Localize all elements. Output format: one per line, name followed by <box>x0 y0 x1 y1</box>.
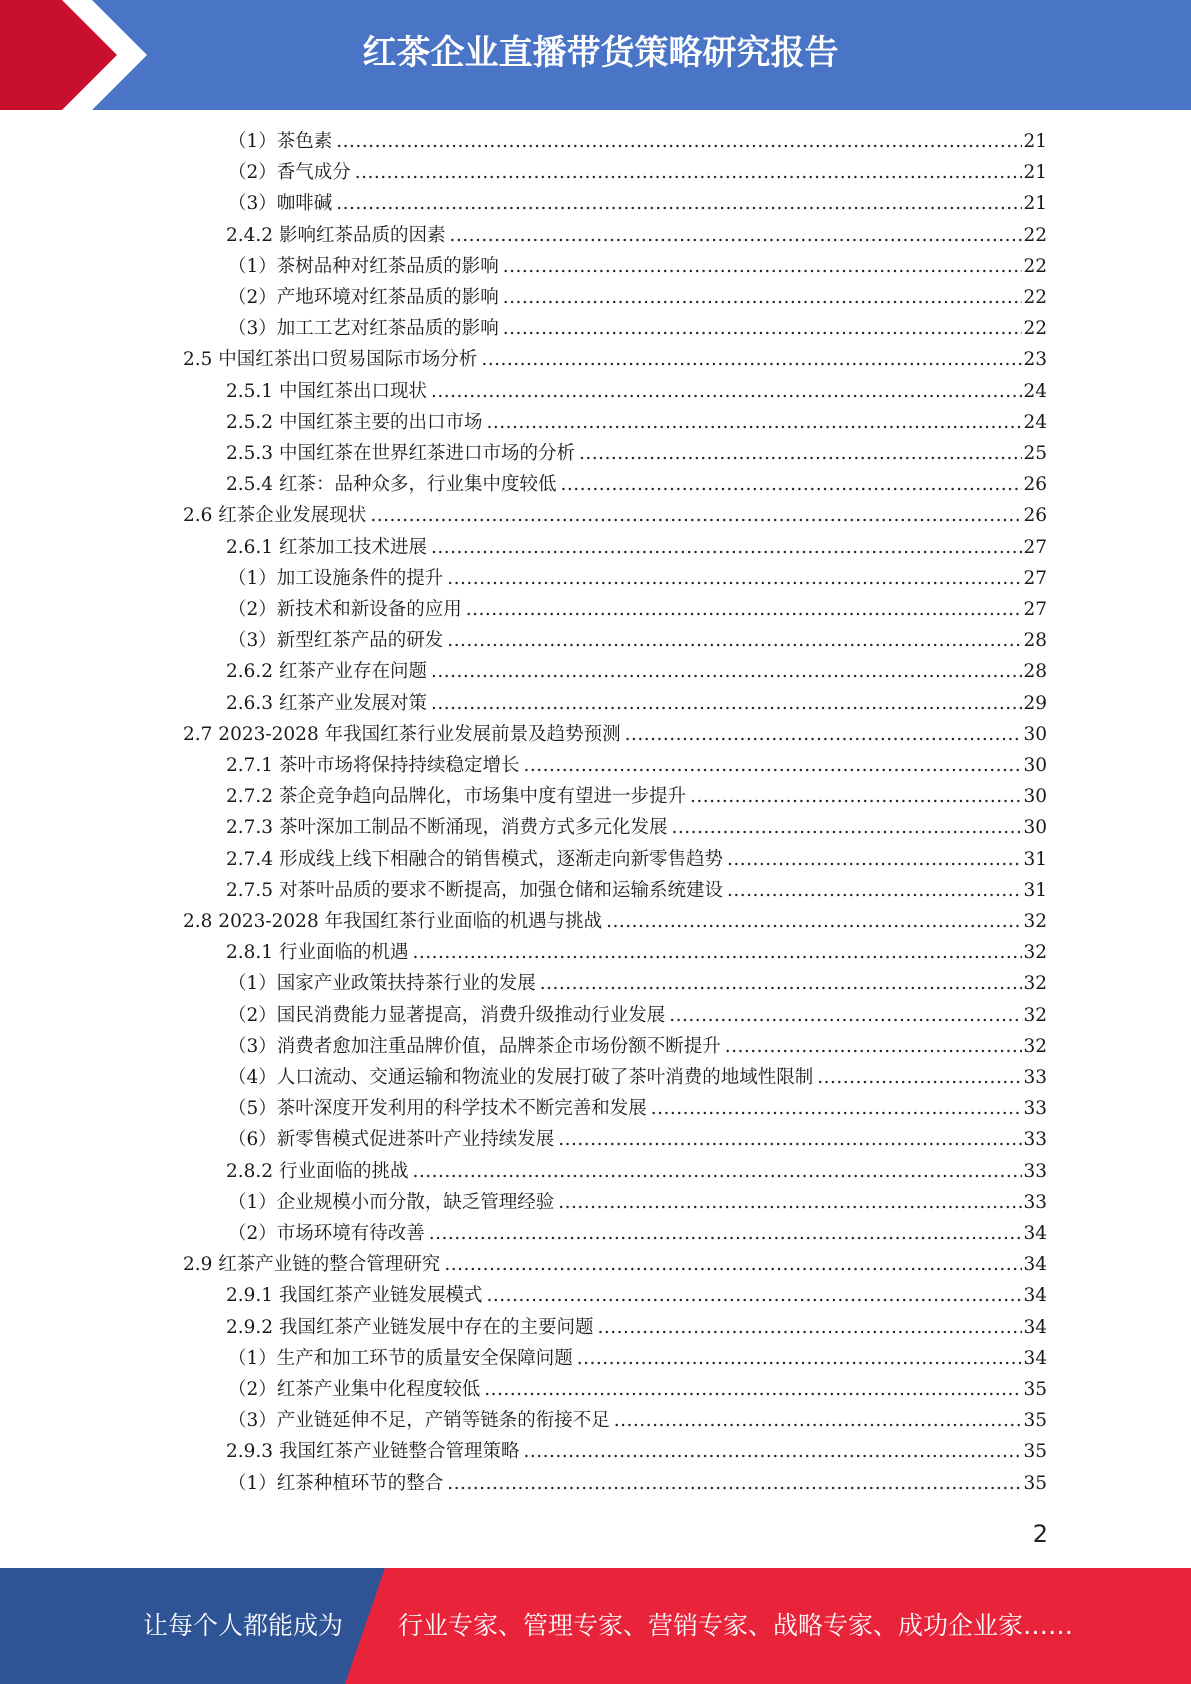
toc-entry-page: 32 <box>1023 1004 1047 1026</box>
toc-entry[interactable] <box>228 595 1047 626</box>
toc-entry[interactable] <box>228 283 1047 314</box>
toc-entry[interactable] <box>226 938 1047 969</box>
toc-leader-dots <box>431 381 1022 402</box>
toc-entry-page: 21 <box>1023 162 1047 184</box>
toc-entry-title: （1）生产和加工环节的质量安全保障问题 <box>228 1347 573 1369</box>
toc-entry-title: （1）国家产业政策扶持茶行业的发展 <box>228 973 536 995</box>
toc-entry-page: 31 <box>1023 879 1047 901</box>
toc-entry-page: 34 <box>1023 1316 1047 1338</box>
toc-entry-title: 2.5.2 中国红茶主要的出口市场 <box>226 411 483 433</box>
toc-entry-title: 2.7.3 茶叶深加工制品不断涌现，消费方式多元化发展 <box>226 817 668 839</box>
toc-entry-title: 2.7.2 茶企竞争趋向品牌化，市场集中度有望进一步提升 <box>226 786 686 808</box>
toc-entry-title: 2.5 中国红茶出口贸易国际市场分析 <box>183 349 478 371</box>
toc-entry-page: 35 <box>1023 1441 1047 1463</box>
toc-entry-title: 2.5.1 中国红茶出口现状 <box>226 380 427 402</box>
toc-entry[interactable] <box>228 1094 1047 1125</box>
toc-entry-title: （3）咖啡碱 <box>228 193 333 215</box>
toc-entry[interactable] <box>228 158 1047 189</box>
toc-entry[interactable] <box>183 345 1047 376</box>
toc-entry-title: （1）企业规模小而分散，缺乏管理经验 <box>228 1191 555 1213</box>
toc-entry[interactable] <box>228 1188 1047 1219</box>
toc-entry-title: 2.6 红茶企业发展现状 <box>183 505 367 527</box>
toc-entry[interactable] <box>226 876 1047 907</box>
toc-entry-title: 2.9.3 我国红茶产业链整合管理策略 <box>226 1441 520 1463</box>
toc-entry[interactable] <box>226 751 1047 782</box>
toc-entry-page: 33 <box>1023 1129 1047 1151</box>
toc-entry[interactable] <box>228 1001 1047 1032</box>
toc-entry-page: 32 <box>1023 1035 1047 1057</box>
toc-entry-page: 25 <box>1023 443 1047 464</box>
toc-entry-page: 21 <box>1023 131 1047 152</box>
toc-entry-title: （3）新型红茶产品的研发 <box>228 630 444 652</box>
toc-entry-page: 22 <box>1023 287 1047 308</box>
toc-entry[interactable] <box>228 626 1047 657</box>
toc-entry-page: 30 <box>1023 723 1047 745</box>
toc-entry[interactable] <box>228 314 1047 345</box>
toc-entry-title: （3）加工工艺对红茶品质的影响 <box>228 318 499 340</box>
toc-leader-dots <box>690 786 1022 807</box>
toc-entry-page: 26 <box>1023 505 1047 527</box>
toc-entry[interactable] <box>228 1219 1047 1250</box>
toc-leader-dots <box>597 1317 1022 1338</box>
toc-leader-dots <box>449 225 1022 246</box>
toc-entry-title: （2）新技术和新设备的应用 <box>228 599 462 620</box>
toc-leader-dots <box>503 318 1023 339</box>
toc-leader-dots <box>431 693 1022 714</box>
toc-leader-dots <box>447 1473 1022 1494</box>
toc-leader-dots <box>503 287 1023 308</box>
toc-leader-dots <box>447 568 1022 589</box>
toc-entry[interactable] <box>228 1344 1047 1375</box>
toc-entry-title: （1）红茶种植环节的整合 <box>228 1472 444 1494</box>
toc-entry-page: 33 <box>1023 1191 1047 1213</box>
toc-entry-title: （3）消费者愈加注重品牌价值，品牌茶企市场份额不断提升 <box>228 1035 721 1057</box>
footer-slogan-left: 让每个人都能成为 <box>143 1611 344 1640</box>
toc-entry-page: 26 <box>1023 474 1047 496</box>
toc-entry[interactable] <box>226 845 1047 876</box>
toc-leader-dots <box>817 1067 1022 1088</box>
toc-entry-title: 2.8 2023-2028 年我国红茶行业面临的机遇与挑战 <box>183 911 603 932</box>
toc-entry-page: 30 <box>1023 786 1047 808</box>
toc-entry-page: 35 <box>1023 1410 1047 1432</box>
toc-entry[interactable] <box>228 189 1047 220</box>
toc-leader-dots <box>558 1129 1022 1150</box>
toc-entry-title: （4）人口流动、交通运输和物流业的发展打破了茶叶消费的地域性限制 <box>228 1067 814 1088</box>
page-footer <box>0 1568 1191 1684</box>
toc-entry-page: 23 <box>1023 349 1047 371</box>
toc-entry-page: 28 <box>1023 630 1047 652</box>
toc-leader-dots <box>606 911 1022 932</box>
toc-entry[interactable] <box>226 1437 1047 1468</box>
toc-entry[interactable] <box>228 1032 1047 1063</box>
toc-entry-title: 2.9 红茶产业链的整合管理研究 <box>183 1254 441 1276</box>
toc-leader-dots <box>540 973 1023 994</box>
toc-entry[interactable] <box>183 1250 1047 1281</box>
toc-entry-title: 2.7 2023-2028 年我国红茶行业发展前景及趋势预测 <box>183 723 621 745</box>
toc-entry[interactable] <box>226 657 1047 688</box>
toc-entry-page: 35 <box>1023 1472 1047 1494</box>
toc-leader-dots <box>486 1285 1022 1306</box>
toc-entry-title: 2.7.4 形成线上线下相融合的销售模式，逐渐走向新零售趋势 <box>226 848 723 870</box>
toc-entry-page: 27 <box>1023 536 1047 558</box>
toc-leader-dots <box>466 599 1023 620</box>
toc-leader-dots <box>444 1254 1022 1275</box>
toc-leader-dots <box>727 849 1022 870</box>
toc-entry[interactable] <box>226 221 1047 252</box>
toc-leader-dots <box>669 1005 1022 1026</box>
toc-entry-title: （2）市场环境有待改善 <box>228 1223 425 1244</box>
toc-entry-page: 34 <box>1023 1223 1047 1244</box>
toc-entry-page: 33 <box>1023 1160 1047 1182</box>
toc-entry-title: 2.6.3 红茶产业发展对策 <box>226 692 427 714</box>
toc-entry-page: 30 <box>1023 817 1047 839</box>
toc-leader-dots <box>355 162 1023 183</box>
toc-leader-dots <box>523 755 1022 776</box>
toc-entry-page: 32 <box>1023 973 1047 995</box>
toc-entry-page: 32 <box>1023 942 1047 964</box>
toc-entry-page: 29 <box>1023 692 1047 714</box>
toc-leader-dots <box>431 661 1022 682</box>
toc-entry-page: 34 <box>1023 1254 1047 1276</box>
toc-leader-dots <box>671 817 1022 838</box>
toc-leader-dots <box>429 1223 1023 1244</box>
toc-entry[interactable] <box>228 969 1047 1000</box>
toc-entry-page: 22 <box>1023 318 1047 340</box>
page-number: 2 <box>1032 1520 1048 1548</box>
toc-entry-page: 33 <box>1023 1098 1047 1120</box>
toc-entry-title: （6）新零售模式促进茶叶产业持续发展 <box>228 1129 555 1151</box>
toc-entry[interactable] <box>228 127 1047 158</box>
toc-entry-title: 2.9.2 我国红茶产业链发展中存在的主要问题 <box>226 1316 594 1338</box>
toc-entry[interactable] <box>228 1469 1047 1500</box>
toc-entry-page: 22 <box>1023 255 1047 277</box>
toc-entry[interactable] <box>226 782 1047 813</box>
toc-entry[interactable] <box>228 1375 1047 1406</box>
toc-entry-page: 27 <box>1023 599 1047 620</box>
toc-entry-title: （1）茶色素 <box>228 131 333 152</box>
page-header <box>0 0 1191 110</box>
toc-entry-page: 22 <box>1023 224 1047 246</box>
toc-entry[interactable] <box>226 377 1047 408</box>
toc-leader-dots <box>579 443 1022 464</box>
toc-entry[interactable] <box>183 720 1047 751</box>
toc-entry-page: 35 <box>1023 1379 1047 1400</box>
toc-leader-dots <box>336 193 1022 214</box>
toc-leader-dots <box>503 256 1023 277</box>
toc-leader-dots <box>651 1098 1023 1119</box>
toc-entry-title: 2.5.4 红茶：品种众多，行业集中度较低 <box>226 474 557 496</box>
toc-entry-title: 2.7.1 茶叶市场将保持持续稳定增长 <box>226 755 520 776</box>
toc-entry[interactable] <box>226 689 1047 720</box>
toc-entry[interactable] <box>226 439 1047 470</box>
toc-entry[interactable] <box>226 470 1047 501</box>
toc-entry-page: 33 <box>1023 1067 1047 1088</box>
toc-entry-page: 28 <box>1023 661 1047 683</box>
toc-leader-dots <box>577 1348 1023 1369</box>
toc-entry-title: 2.7.5 对茶叶品质的要求不断提高，加强仓储和运输系统建设 <box>226 879 723 901</box>
toc-entry-title: （1）茶树品种对红茶品质的影响 <box>228 255 499 277</box>
toc-entry-title: 2.6.1 红茶加工技术进展 <box>226 536 427 558</box>
toc-entry-title: （2）红茶产业集中化程度较低 <box>228 1379 481 1400</box>
toc-entry[interactable] <box>228 1125 1047 1156</box>
toc-entry-title: （2）国民消费能力显著提高，消费升级推动行业发展 <box>228 1004 666 1026</box>
toc-leader-dots <box>412 942 1022 963</box>
toc-entry-title: （3）产业链延伸不足，产销等链条的衔接不足 <box>228 1410 610 1432</box>
toc-entry[interactable] <box>228 252 1047 283</box>
toc-entry-title: 2.8.1 行业面临的机遇 <box>226 942 409 964</box>
toc-leader-dots <box>614 1410 1023 1431</box>
toc-leader-dots <box>486 412 1022 433</box>
toc-entry-title: （1）加工设施条件的提升 <box>228 567 444 589</box>
toc-entry[interactable] <box>183 501 1047 532</box>
toc-leader-dots <box>560 474 1022 495</box>
toc-leader-dots <box>727 880 1022 901</box>
toc-entry[interactable] <box>226 408 1047 439</box>
toc-entry[interactable] <box>226 533 1047 564</box>
toc-entry-page: 30 <box>1023 755 1047 776</box>
toc-leader-dots <box>625 724 1023 745</box>
toc-entry-title: （5）茶叶深度开发利用的科学技术不断完善和发展 <box>228 1098 647 1120</box>
toc-entry-page: 27 <box>1023 567 1047 589</box>
toc-leader-dots <box>336 131 1022 152</box>
toc-entry-page: 32 <box>1023 911 1047 932</box>
toc-entry-title: （2）香气成分 <box>228 162 351 184</box>
toc-entry-title: 2.5.3 中国红茶在世界红茶进口市场的分析 <box>226 443 575 464</box>
footer-slogan-right: 行业专家、管理专家、营销专家、战略专家、成功企业家…… <box>398 1611 1074 1640</box>
toc-leader-dots <box>431 537 1022 558</box>
toc-leader-dots <box>725 1036 1023 1057</box>
toc-entry-page: 31 <box>1023 848 1047 870</box>
toc-entry-page: 24 <box>1023 380 1047 402</box>
toc-entry-page: 21 <box>1023 193 1047 215</box>
toc-leader-dots <box>484 1379 1022 1400</box>
toc-entry[interactable] <box>228 564 1047 595</box>
toc-entry-title: 2.8.2 行业面临的挑战 <box>226 1160 409 1182</box>
toc-entry-title: 2.9.1 我国红茶产业链发展模式 <box>226 1285 483 1307</box>
toc-entry[interactable] <box>226 1281 1047 1312</box>
toc-entry[interactable] <box>183 907 1047 938</box>
toc-entry[interactable] <box>226 1313 1047 1344</box>
toc-entry-title: 2.4.2 影响红茶品质的因素 <box>226 224 446 246</box>
toc-entry-title: （2）产地环境对红茶品质的影响 <box>228 287 499 308</box>
toc-entry[interactable] <box>226 813 1047 844</box>
toc-leader-dots <box>370 505 1022 526</box>
toc-entry[interactable] <box>226 1157 1047 1188</box>
toc-entry[interactable] <box>228 1063 1047 1094</box>
toc-leader-dots <box>412 1161 1022 1182</box>
toc-leader-dots <box>447 630 1022 651</box>
toc-entry-page: 34 <box>1023 1285 1047 1307</box>
report-title: 红茶企业直播带货策略研究报告 <box>362 33 839 73</box>
toc-entry-page: 24 <box>1023 411 1047 433</box>
toc-leader-dots <box>523 1441 1022 1462</box>
toc-leader-dots <box>558 1192 1022 1213</box>
toc-entry[interactable] <box>228 1406 1047 1437</box>
toc-entry-page: 34 <box>1023 1347 1047 1369</box>
toc-entry-title: 2.6.2 红茶产业存在问题 <box>226 661 427 683</box>
toc-leader-dots <box>481 349 1022 370</box>
